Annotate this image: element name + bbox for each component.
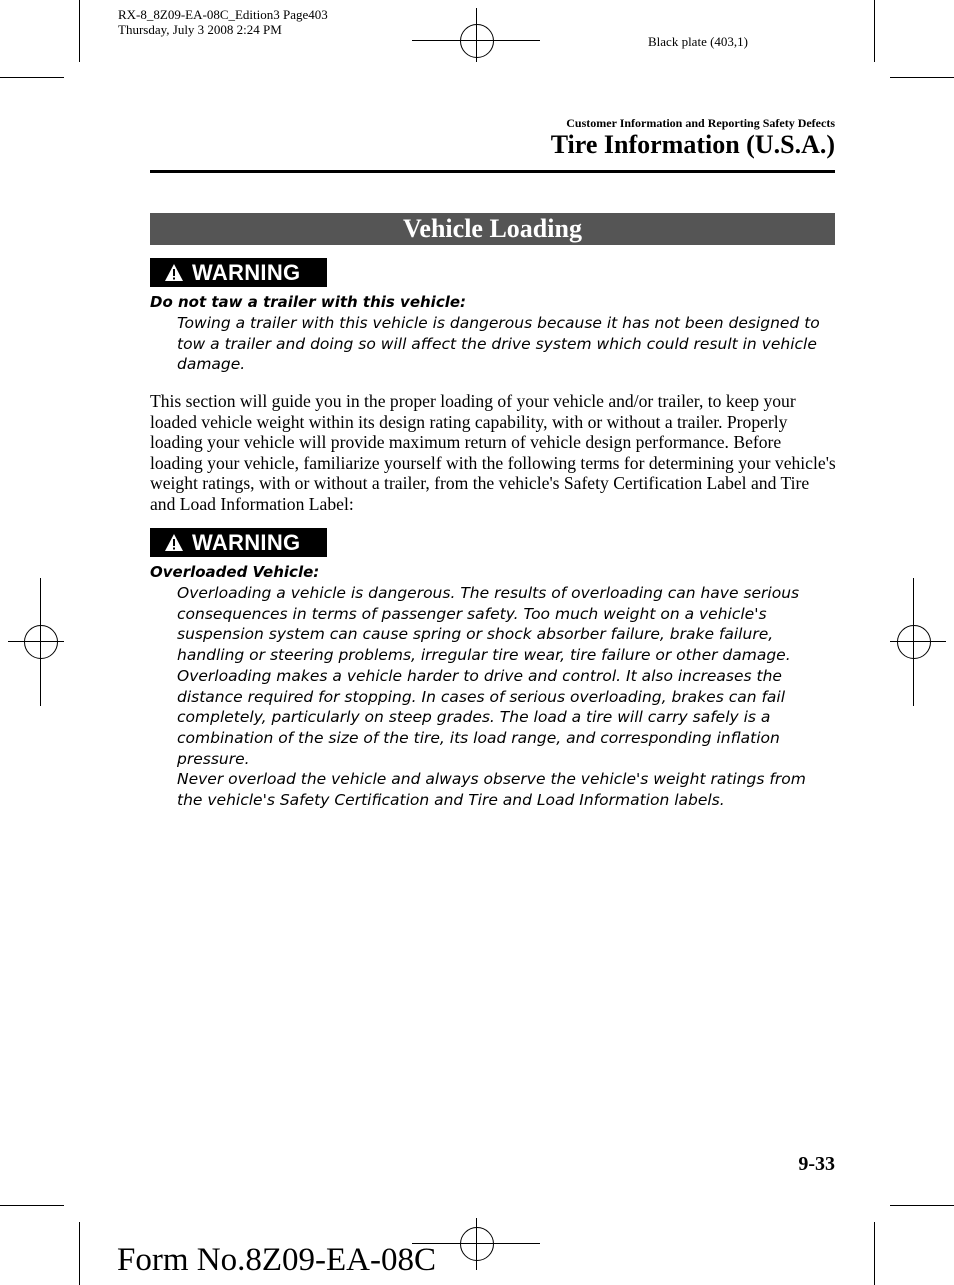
warning-paragraph: Towing a trailer with this vehicle is dangerous because it has not been designed to tow a trailer and doing so will affect the drive system which could result in vehicle damage. bbox=[177, 314, 820, 374]
registration-circle bbox=[460, 1227, 494, 1261]
crop-mark bbox=[874, 0, 875, 62]
warning-heading: Do not taw a trailer with this vehicle: bbox=[150, 293, 467, 311]
warning-triangle-icon bbox=[164, 533, 184, 552]
crop-mark bbox=[890, 77, 954, 78]
warning-body bbox=[177, 313, 827, 375]
registration-circle bbox=[897, 625, 931, 659]
registration-circle bbox=[460, 24, 494, 58]
warning-badge bbox=[150, 258, 327, 287]
warning-badge bbox=[150, 528, 327, 557]
warning-triangle-icon bbox=[164, 263, 184, 282]
crop-mark bbox=[874, 1222, 875, 1285]
title-rule bbox=[150, 170, 835, 173]
crop-mark bbox=[79, 0, 80, 62]
warning-body bbox=[177, 583, 827, 811]
warning-paragraph: Never overload the vehicle and always observe the vehicle's weight ratings from the vehicle's Safety Certification and Tire and Load Information labels. bbox=[177, 770, 806, 810]
print-meta-date: Thursday, July 3 2008 2:24 PM bbox=[118, 22, 282, 37]
page-title: Tire Information (U.S.A.) bbox=[550, 130, 835, 159]
form-number: Form No.8Z09-EA-08C bbox=[117, 1242, 436, 1278]
print-meta-file: RX-8_8Z09-EA-08C_Edition3 Page403 bbox=[118, 7, 328, 22]
warning-paragraph: Overloading a vehicle is dangerous. The results of overloading can have serious consequences in terms of passenger safety. Too much weight on a vehicle's suspension system can cause spring or shock absorber failure, brake failure, handling or steering problems, irregular tire wear, tire failure or other damage. Overloading makes a vehicle harder to drive and control. It also increases the distance required for stopping. In cases of serious overloading, brakes can fail completely, particularly on steep grades. The load a tire will carry safely is a combination of the size of the tire, its load range, and corresponding inflation pressure. bbox=[177, 584, 800, 768]
warning-label: WARNING bbox=[192, 529, 301, 555]
section-kicker: Customer Information and Reporting Safety Defects bbox=[566, 116, 835, 130]
crop-mark bbox=[0, 1205, 64, 1206]
plate-label: Black plate (403,1) bbox=[648, 34, 748, 49]
crop-mark bbox=[890, 1205, 954, 1206]
registration-circle bbox=[24, 625, 58, 659]
print-meta bbox=[118, 7, 328, 37]
section-heading: Vehicle Loading bbox=[150, 213, 835, 245]
crop-mark bbox=[0, 77, 64, 78]
warning-heading: Overloaded Vehicle: bbox=[150, 563, 320, 581]
page-number: 9-33 bbox=[798, 1153, 835, 1175]
crop-mark bbox=[79, 1222, 80, 1285]
body-paragraph: This section will guide you in the proper loading of your vehicle and/or trailer, to keep your loaded vehicle weight within its design rating capability, with or without a trailer. Properly loading your vehicle will provide maximum return of vehicle design performance. Before loading your vehicle, familiarize yourself with the following terms for determining your vehicle's weight ratings, with or without a trailer, from the vehicle's Safety Certification Label and Tire and Load Information Label: bbox=[150, 391, 836, 514]
warning-label: WARNING bbox=[192, 259, 301, 285]
